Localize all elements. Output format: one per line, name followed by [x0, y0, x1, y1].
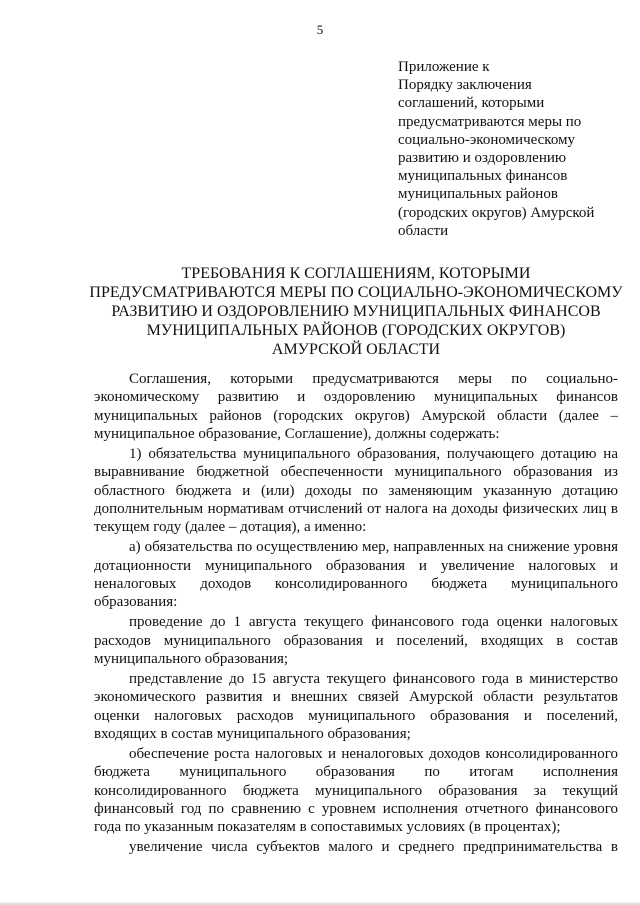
appendix-line: предусматриваются меры по [398, 113, 582, 130]
appendix-line: соглашений, которыми [398, 95, 545, 112]
appendix-line: муниципальных районов [398, 186, 558, 203]
paragraph-sme-growth: увеличение числа субъектов малого и среднего предпринимательства в [129, 839, 618, 856]
appendix-line: Порядку заключения [398, 77, 532, 94]
paragraph-item-a: а) обязательства по осуществлению мер, направленных на снижение уровня дотационности муниципального образования и увеличение налоговых и неналоговых доходов консолидированного бюджета муниципального образования: [94, 539, 618, 611]
appendix-line: социально-экономическому [398, 131, 576, 148]
paragraph-results-submission: представление до 15 августа текущего финансового года в министерство экономического развития и внешних связей Амурской области результатов оценки налоговых расходов муниципального образования и поселений, входящих в состав муниципального образования; [94, 670, 618, 742]
paragraph-intro: Соглашения, которыми предусматриваются меры по социально-экономическому развитию и оздоровлению муниципальных финансов муниципальных районов (городских округов) Амурской области (далее – муниципальное образование, Соглашение), должны содержать: [94, 371, 618, 442]
appendix-line: области [398, 222, 449, 239]
page-number: 5 [316, 22, 324, 37]
title-line: АМУРСКОЙ ОБЛАСТИ [271, 341, 441, 358]
appendix-line: развитию и оздоровлению [398, 150, 567, 167]
paragraph-revenue-growth: обеспечение роста налоговых и неналоговых доходов консолидированного бюджета муниципального образования по итогам исполнения консолидированного бюджета муниципального образования за текущий финансовый год по сравнению с уровнем исполнения отчетного финансового года по указанным показателям в сопоставимых условиях (в процентах); [94, 745, 618, 836]
title-line: МУНИЦИПАЛЬНЫХ РАЙОНОВ (ГОРОДСКИХ ОКРУГОВ) [146, 322, 566, 339]
document-title [70, 264, 640, 359]
title-line: ТРЕБОВАНИЯ К СОГЛАШЕНИЯМ, КОТОРЫМИ [181, 265, 531, 282]
title-line: РАЗВИТИЮ И ОЗДОРОВЛЕНИЮ МУНИЦИПАЛЬНЫХ ФИНАНСОВ [111, 303, 601, 320]
appendix-line: муниципальных финансов [398, 168, 568, 185]
appendix-line: (городских округов) Амурской [398, 204, 595, 221]
document-body [94, 370, 618, 858]
appendix-line: Приложение к [398, 59, 490, 75]
paragraph-tax-assessment: проведение до 1 августа текущего финансового года оценки налоговых расходов муниципального образования и поселений, входящих в состав муниципального образования; [94, 614, 618, 667]
title-line: ПРЕДУСМАТРИВАЮТСЯ МЕРЫ ПО СОЦИАЛЬНО-ЭКОНОМИЧЕСКОМУ [89, 284, 623, 301]
paragraph-item-1: 1) обязательства муниципального образования, получающего дотацию на выравнивание бюджетной обеспеченности муниципального образования из областного бюджета и (или) доходы по заменяющим указанную дотацию дополнительным нормативам отчислений от налога на доходы физических лиц в текущем году (далее – дотация), а именно: [94, 445, 618, 536]
appendix-header [398, 58, 620, 240]
